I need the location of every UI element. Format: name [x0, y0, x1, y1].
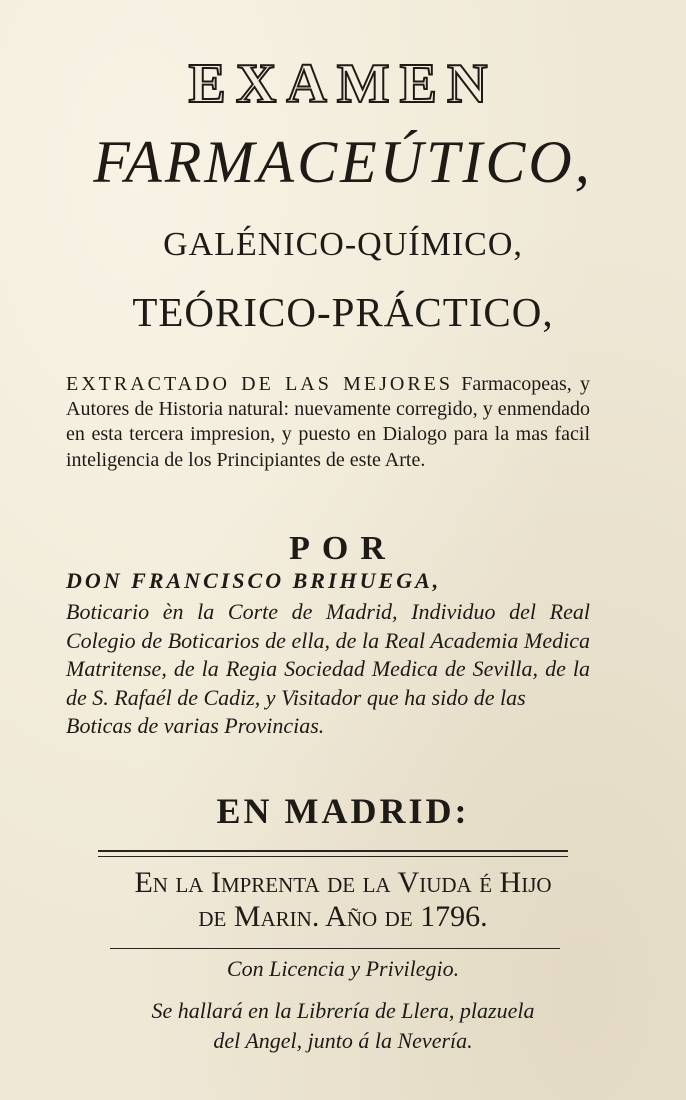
title-examen: EXAMEN	[188, 53, 498, 115]
title-galenico-quimico: GALÉNICO-QUÍMICO,	[163, 226, 523, 263]
description-lead: EXTRACTADO DE LAS MEJORES	[66, 373, 454, 395]
imprint-sold-line1: Se hallará en la Librería de Llera, plazuela	[151, 998, 535, 1023]
title-teorico-practico: TEÓRICO-PRÁCTICO,	[132, 289, 554, 335]
imprint-printer-line1: En la Imprenta de la Viuda é Hijo	[134, 866, 552, 899]
author-name: DON FRANCISCO BRIHUEGA,	[66, 568, 442, 593]
title-farmaceutico: FARMACEÚTICO,	[93, 129, 593, 195]
imprint-license: Con Licencia y Privilegio.	[226, 956, 460, 981]
imprint-printer-line2: de Marin. Año de 1796.	[198, 900, 488, 933]
author-titles-text: Boticario èn la Corte de Madrid, Individuo del Real Colegio de Boticarios de ella, de la Real Academia Medica Matritense, de la Regia Sociedad Medica de Sevilla, de la de S. Rafaél de Cadiz, y Visitador que ha sido de las	[66, 599, 590, 710]
description-paragraph	[66, 372, 590, 473]
imprint-sold-line2: del Angel, junto á la Nevería.	[213, 1028, 473, 1053]
double-rule-top	[98, 850, 568, 852]
single-rule	[110, 948, 560, 949]
description-text: Farmacopeas, y Autores de Historia natural: nuevamente corregido, y enmendado en esta tercera impresion, y puesto en Dialogo para la mas facil inteligencia de los Principiantes de este Arte.	[66, 373, 591, 471]
double-rule-bottom	[98, 856, 568, 857]
author-titles-last: Boticas de varias Provincias.	[66, 713, 325, 738]
author-titles	[66, 598, 590, 741]
imprint-place: EN MADRID:	[216, 791, 470, 831]
author-por: POR	[289, 530, 397, 567]
